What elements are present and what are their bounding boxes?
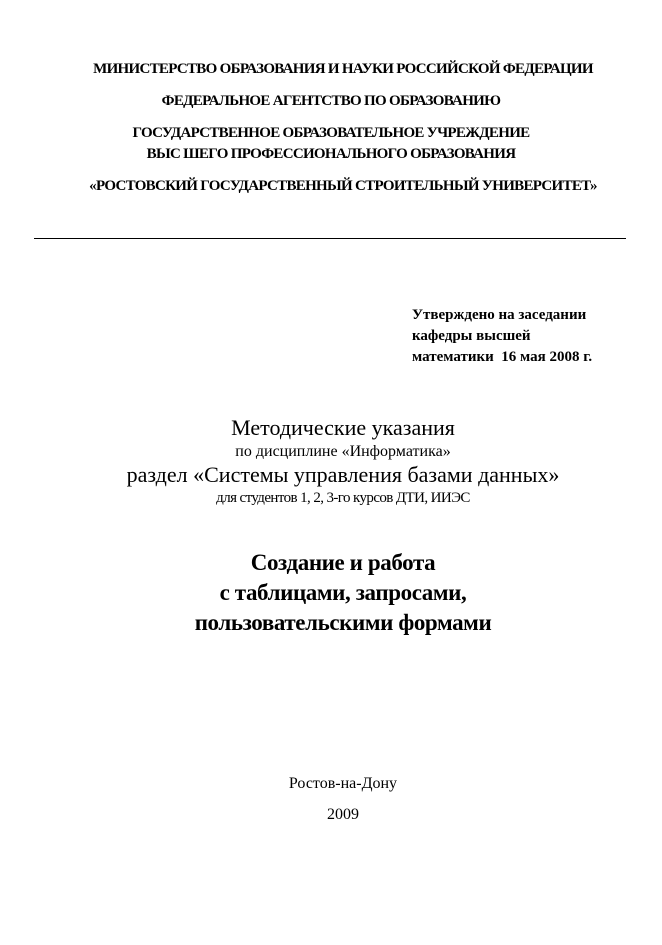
- header-divider: [34, 238, 626, 239]
- ministry-name: МИНИСТЕРСТВО ОБРАЗОВАНИЯ И НАУКИ РОССИЙСКОЙ ФЕДЕРАЦИИ: [93, 61, 593, 77]
- approval-line-3: математики 16 мая 2008 г.: [412, 349, 593, 365]
- approval-line-2: кафедры высшей: [412, 328, 531, 344]
- university-name: «РОСТОВСКИЙ ГОСУДАРСТВЕННЫЙ СТРОИТЕЛЬНЫЙ УНИВЕРСИТЕТ»: [89, 178, 597, 194]
- students-line: для студентов 1, 2, 3-го курсов ДТИ, ИИЭС: [216, 490, 470, 506]
- institution-line-1: ГОСУДАРСТВЕННОЕ ОБРАЗОВАТЕЛЬНОЕ УЧРЕЖДЕНИЕ: [132, 125, 530, 141]
- approval-note: [412, 305, 592, 368]
- topic-line-2: с таблицами, запросами,: [219, 580, 467, 605]
- topic-line-3: пользовательскими формами: [194, 610, 492, 635]
- topic-line-1: Создание и работа: [250, 550, 436, 575]
- approval-line-1: Утверждено на заседании: [412, 307, 587, 323]
- agency-name: ФЕДЕРАЛЬНОЕ АГЕНТСТВО ПО ОБРАЗОВАНИЮ: [161, 93, 501, 109]
- institution-line-2: ВЫС ШЕГО ПРОФЕССИОНАЛЬНОГО ОБРАЗОВАНИЯ: [146, 146, 516, 162]
- discipline-line: по дисциплине «Информатика»: [235, 443, 451, 460]
- year: 2009: [327, 806, 359, 823]
- document-type: Методические указания: [231, 415, 455, 440]
- city: Ростов-на-Дону: [288, 775, 398, 792]
- section-line: раздел «Системы управления базами данных»: [126, 462, 560, 487]
